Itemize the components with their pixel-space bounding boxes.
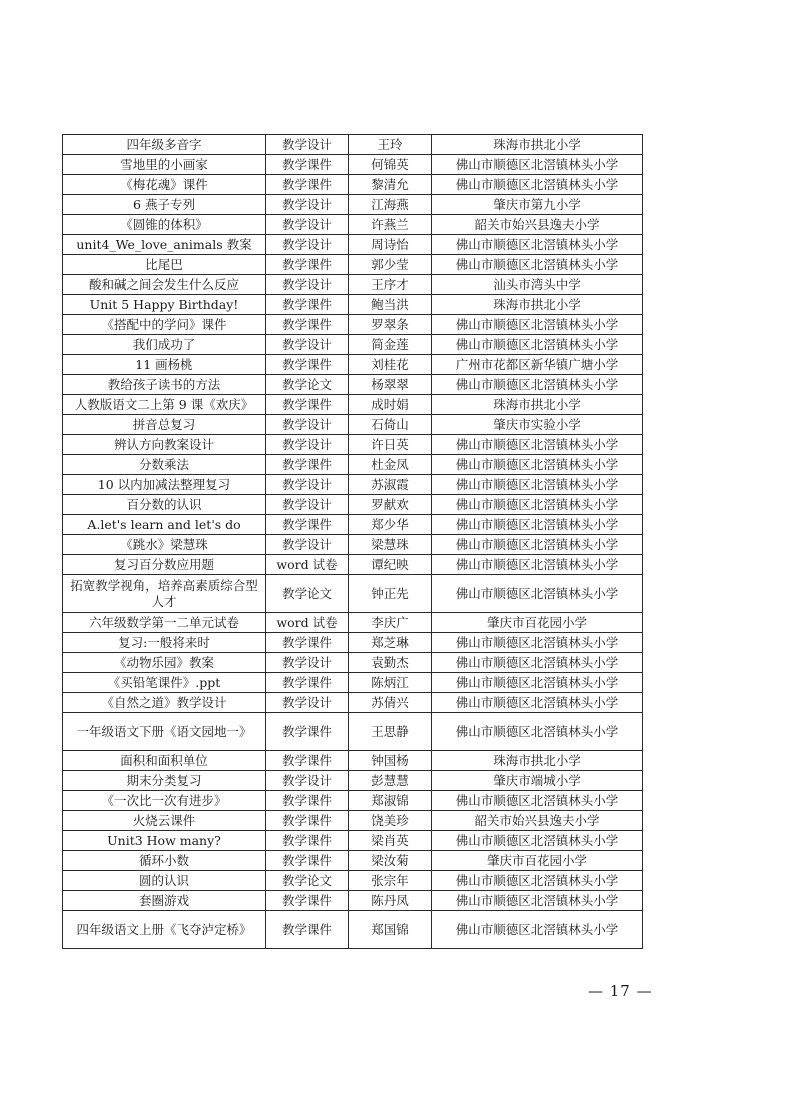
table-row [63, 295, 643, 315]
table-row [63, 215, 643, 235]
author-cell: 罗献欢 [349, 495, 432, 515]
work-type-cell: word 试卷 [266, 555, 349, 575]
school-cell: 广州市花都区新华镇广塘小学 [432, 355, 643, 375]
author-cell: 许日英 [349, 435, 432, 455]
table-row [63, 175, 643, 195]
school-cell: 肇庆市实验小学 [432, 415, 643, 435]
work-title-cell: A.let's learn and let's do [63, 515, 266, 535]
work-type-cell: 教学设计 [266, 415, 349, 435]
author-cell: 王序才 [349, 275, 432, 295]
work-title-cell: Unit3 How many? [63, 831, 266, 851]
table-row [63, 475, 643, 495]
table-row [63, 155, 643, 175]
school-cell: 佛山市顺德区北滘镇林头小学 [432, 653, 643, 673]
table-row [63, 713, 643, 751]
work-type-cell: 教学设计 [266, 195, 349, 215]
work-title-cell: 《动物乐园》教案 [63, 653, 266, 673]
table-row [63, 575, 643, 613]
author-cell: 何锦英 [349, 155, 432, 175]
author-cell: 成时娟 [349, 395, 432, 415]
table-row [63, 195, 643, 215]
work-title-cell: 比尾巴 [63, 255, 266, 275]
work-type-cell: 教学论文 [266, 871, 349, 891]
work-type-cell: 教学设计 [266, 135, 349, 155]
author-cell: 苏淑霞 [349, 475, 432, 495]
work-type-cell: word 试卷 [266, 613, 349, 633]
work-type-cell: 教学课件 [266, 891, 349, 911]
school-cell: 肇庆市第九小学 [432, 195, 643, 215]
school-cell: 佛山市顺德区北滘镇林头小学 [432, 315, 643, 335]
work-title-cell: 酸和碱之间会发生什么反应 [63, 275, 266, 295]
table-row [63, 693, 643, 713]
school-cell: 佛山市顺德区北滘镇林头小学 [432, 911, 643, 949]
table-row [63, 811, 643, 831]
school-cell: 佛山市顺德区北滘镇林头小学 [432, 175, 643, 195]
records-table-body [63, 135, 643, 949]
work-type-cell: 教学课件 [266, 515, 349, 535]
work-type-cell: 教学课件 [266, 455, 349, 475]
table-row [63, 235, 643, 255]
work-title-cell: 六年级数学第一二单元试卷 [63, 613, 266, 633]
author-cell: 陈丹凤 [349, 891, 432, 911]
table-row [63, 791, 643, 811]
work-title-cell: 《梅花魂》课件 [63, 175, 266, 195]
table-row [63, 555, 643, 575]
work-title-cell: 百分数的认识 [63, 495, 266, 515]
work-title-cell: 分数乘法 [63, 455, 266, 475]
records-table [62, 134, 643, 949]
author-cell: 简金莲 [349, 335, 432, 355]
table-row [63, 633, 643, 653]
school-cell: 佛山市顺德区北滘镇林头小学 [432, 633, 643, 653]
work-type-cell: 教学设计 [266, 275, 349, 295]
school-cell: 佛山市顺德区北滘镇林头小学 [432, 891, 643, 911]
page-number: — 17 — [588, 982, 653, 1000]
table-row [63, 613, 643, 633]
school-cell: 肇庆市百花园小学 [432, 851, 643, 871]
school-cell: 佛山市顺德区北滘镇林头小学 [432, 713, 643, 751]
author-cell: 谭纪映 [349, 555, 432, 575]
school-cell: 佛山市顺德区北滘镇林头小学 [432, 435, 643, 455]
table-row [63, 375, 643, 395]
table-row [63, 673, 643, 693]
table-row [63, 515, 643, 535]
school-cell: 韶关市始兴县逸夫小学 [432, 811, 643, 831]
work-type-cell: 教学课件 [266, 791, 349, 811]
author-cell: 李庆广 [349, 613, 432, 633]
table-row [63, 315, 643, 335]
table-row [63, 891, 643, 911]
work-type-cell: 教学设计 [266, 215, 349, 235]
table-row [63, 415, 643, 435]
author-cell: 梁慧珠 [349, 535, 432, 555]
school-cell: 韶关市始兴县逸夫小学 [432, 215, 643, 235]
author-cell: 鲍当洪 [349, 295, 432, 315]
work-title-cell: 我们成功了 [63, 335, 266, 355]
table-row [63, 455, 643, 475]
author-cell: 郑国锦 [349, 911, 432, 949]
school-cell: 肇庆市端城小学 [432, 771, 643, 791]
work-title-cell: 《买铅笔课件》.ppt [63, 673, 266, 693]
work-title-cell: 人教版语文二上第 9 课《欢庆》 [63, 395, 266, 415]
author-cell: 郑淑锦 [349, 791, 432, 811]
author-cell: 黎清允 [349, 175, 432, 195]
author-cell: 周诗怡 [349, 235, 432, 255]
author-cell: 钟国杨 [349, 751, 432, 771]
work-type-cell: 教学设计 [266, 693, 349, 713]
work-type-cell: 教学课件 [266, 751, 349, 771]
author-cell: 张宗年 [349, 871, 432, 891]
author-cell: 许燕兰 [349, 215, 432, 235]
school-cell: 佛山市顺德区北滘镇林头小学 [432, 831, 643, 851]
school-cell: 肇庆市百花园小学 [432, 613, 643, 633]
work-title-cell: Unit 5 Happy Birthday! [63, 295, 266, 315]
author-cell: 苏倩兴 [349, 693, 432, 713]
table-row [63, 851, 643, 871]
table-row [63, 535, 643, 555]
work-type-cell: 教学课件 [266, 851, 349, 871]
author-cell: 石倚山 [349, 415, 432, 435]
author-cell: 郭少莹 [349, 255, 432, 275]
work-title-cell: 辨认方向教案设计 [63, 435, 266, 455]
author-cell: 杜金凤 [349, 455, 432, 475]
school-cell: 佛山市顺德区北滘镇林头小学 [432, 791, 643, 811]
author-cell: 杨翠翠 [349, 375, 432, 395]
school-cell: 汕头市湾头中学 [432, 275, 643, 295]
school-cell: 佛山市顺德区北滘镇林头小学 [432, 555, 643, 575]
work-title-cell: 《跳水》梁慧珠 [63, 535, 266, 555]
table-row [63, 355, 643, 375]
work-title-cell: 10 以内加减法整理复习 [63, 475, 266, 495]
work-title-cell: 拼音总复习 [63, 415, 266, 435]
table-row [63, 831, 643, 851]
school-cell: 佛山市顺德区北滘镇林头小学 [432, 535, 643, 555]
school-cell: 佛山市顺德区北滘镇林头小学 [432, 673, 643, 693]
work-title-cell: 11 画杨桃 [63, 355, 266, 375]
work-title-cell: 雪地里的小画家 [63, 155, 266, 175]
work-title-cell: 四年级多音字 [63, 135, 266, 155]
school-cell: 佛山市顺德区北滘镇林头小学 [432, 375, 643, 395]
school-cell: 珠海市拱北小学 [432, 751, 643, 771]
school-cell: 佛山市顺德区北滘镇林头小学 [432, 235, 643, 255]
work-type-cell: 教学课件 [266, 713, 349, 751]
work-title-cell: 圆的认识 [63, 871, 266, 891]
table-row [63, 911, 643, 949]
work-type-cell: 教学设计 [266, 495, 349, 515]
work-title-cell: 套圈游戏 [63, 891, 266, 911]
work-title-cell: 四年级语文上册《飞夺泸定桥》 [63, 911, 266, 949]
work-type-cell: 教学课件 [266, 811, 349, 831]
author-cell: 钟正先 [349, 575, 432, 613]
work-type-cell: 教学课件 [266, 315, 349, 335]
school-cell: 佛山市顺德区北滘镇林头小学 [432, 575, 643, 613]
work-title-cell: 《圆锥的体积》 [63, 215, 266, 235]
table-row [63, 275, 643, 295]
author-cell: 王玲 [349, 135, 432, 155]
school-cell: 珠海市拱北小学 [432, 395, 643, 415]
author-cell: 饶美珍 [349, 811, 432, 831]
table-row [63, 871, 643, 891]
work-type-cell: 教学课件 [266, 175, 349, 195]
work-type-cell: 教学课件 [266, 673, 349, 693]
work-title-cell: 面积和面积单位 [63, 751, 266, 771]
school-cell: 佛山市顺德区北滘镇林头小学 [432, 475, 643, 495]
work-title-cell: unit4_We_love_animals 教案 [63, 235, 266, 255]
table-row [63, 653, 643, 673]
table-row [63, 435, 643, 455]
work-type-cell: 教学设计 [266, 235, 349, 255]
table-row [63, 495, 643, 515]
work-type-cell: 教学设计 [266, 335, 349, 355]
work-type-cell: 教学设计 [266, 435, 349, 455]
work-title-cell: 一年级语文下册《语文园地一》 [63, 713, 266, 751]
author-cell: 梁汝菊 [349, 851, 432, 871]
school-cell: 佛山市顺德区北滘镇林头小学 [432, 693, 643, 713]
work-title-cell: 期末分类复习 [63, 771, 266, 791]
table-row [63, 255, 643, 275]
table-row [63, 335, 643, 355]
work-title-cell: 复习百分数应用题 [63, 555, 266, 575]
work-type-cell: 教学设计 [266, 535, 349, 555]
work-type-cell: 教学课件 [266, 255, 349, 275]
author-cell: 陈炳江 [349, 673, 432, 693]
school-cell: 佛山市顺德区北滘镇林头小学 [432, 335, 643, 355]
author-cell: 罗翠条 [349, 315, 432, 335]
work-title-cell: 6 燕子专列 [63, 195, 266, 215]
work-type-cell: 教学课件 [266, 633, 349, 653]
author-cell: 郑芝琳 [349, 633, 432, 653]
work-type-cell: 教学课件 [266, 355, 349, 375]
school-cell: 佛山市顺德区北滘镇林头小学 [432, 455, 643, 475]
author-cell: 江海燕 [349, 195, 432, 215]
work-type-cell: 教学设计 [266, 475, 349, 495]
table-row [63, 771, 643, 791]
author-cell: 袁勤杰 [349, 653, 432, 673]
school-cell: 佛山市顺德区北滘镇林头小学 [432, 255, 643, 275]
work-type-cell: 教学课件 [266, 831, 349, 851]
work-type-cell: 教学课件 [266, 395, 349, 415]
author-cell: 郑少华 [349, 515, 432, 535]
school-cell: 佛山市顺德区北滘镇林头小学 [432, 495, 643, 515]
work-title-cell: 复习:一般将来时 [63, 633, 266, 653]
author-cell: 刘桂花 [349, 355, 432, 375]
work-type-cell: 教学设计 [266, 653, 349, 673]
work-type-cell: 教学课件 [266, 295, 349, 315]
work-title-cell: 火烧云课件 [63, 811, 266, 831]
author-cell: 王思静 [349, 713, 432, 751]
work-title-cell: 教给孩子读书的方法 [63, 375, 266, 395]
table-row [63, 395, 643, 415]
work-type-cell: 教学课件 [266, 911, 349, 949]
work-type-cell: 教学课件 [266, 155, 349, 175]
author-cell: 梁肖英 [349, 831, 432, 851]
school-cell: 珠海市拱北小学 [432, 295, 643, 315]
work-title-cell: 《搭配中的学问》课件 [63, 315, 266, 335]
school-cell: 佛山市顺德区北滘镇林头小学 [432, 515, 643, 535]
work-title-cell: 循环小数 [63, 851, 266, 871]
work-title-cell: 《自然之道》教学设计 [63, 693, 266, 713]
table-row [63, 751, 643, 771]
work-title-cell: 拓宽教学视角，培养高素质综合型人才 [63, 575, 266, 613]
work-type-cell: 教学论文 [266, 375, 349, 395]
school-cell: 佛山市顺德区北滘镇林头小学 [432, 871, 643, 891]
author-cell: 彭慧慧 [349, 771, 432, 791]
work-title-cell: 《一次比一次有进步》 [63, 791, 266, 811]
table-row [63, 135, 643, 155]
work-type-cell: 教学论文 [266, 575, 349, 613]
school-cell: 佛山市顺德区北滘镇林头小学 [432, 155, 643, 175]
work-type-cell: 教学设计 [266, 771, 349, 791]
school-cell: 珠海市拱北小学 [432, 135, 643, 155]
